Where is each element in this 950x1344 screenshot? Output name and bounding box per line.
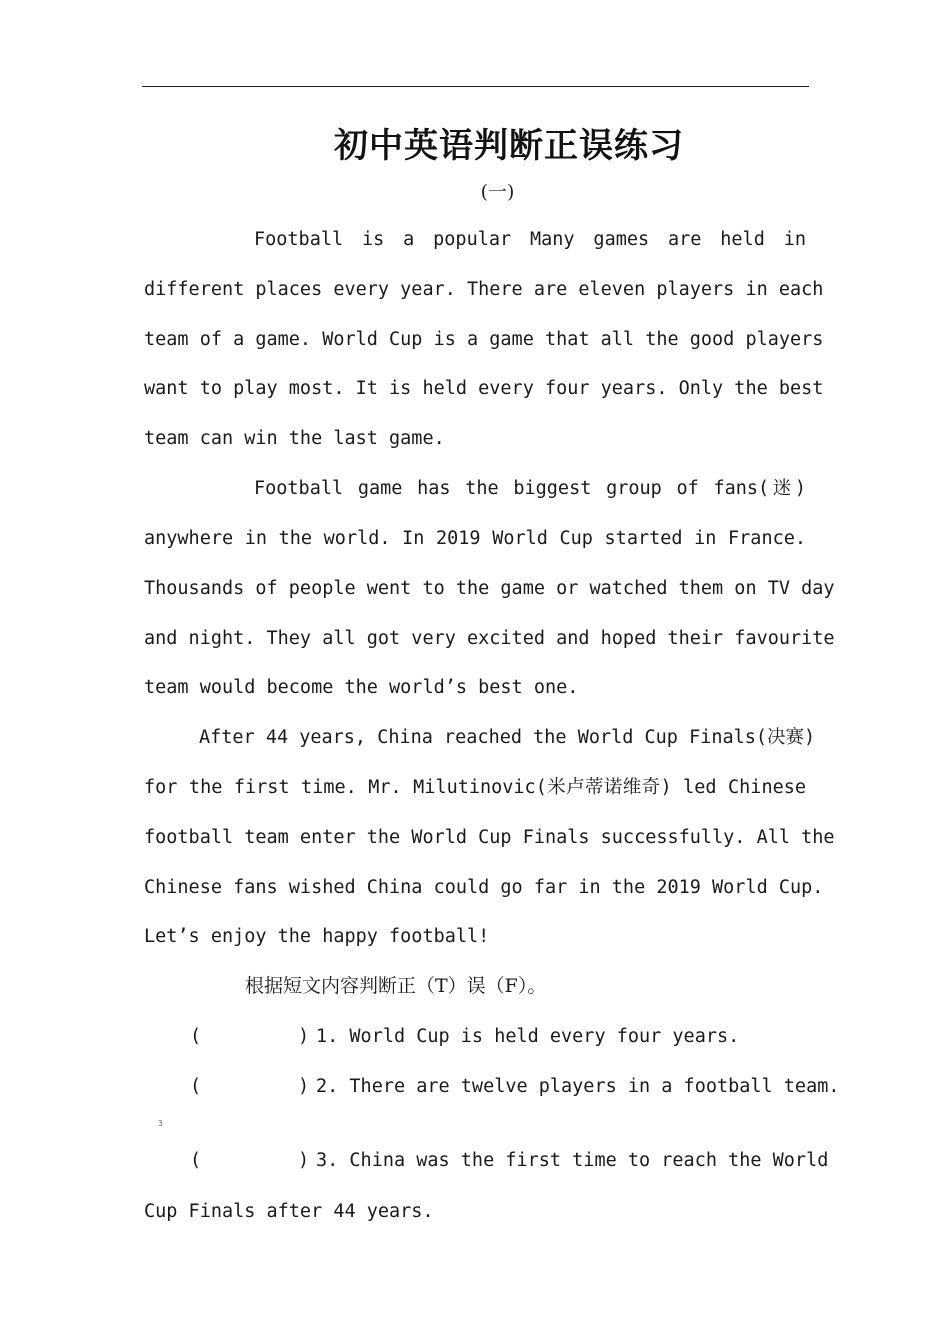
- question-continuation: Cup Finals after 44 years.: [144, 1201, 434, 1222]
- question-text: 2. There are twelve players in a football team.: [316, 1076, 840, 1097]
- stray-mark: 3: [158, 1119, 163, 1128]
- question-row: [190, 1148, 829, 1174]
- passage-line: Football game has the biggest group of fans(迷): [254, 478, 806, 499]
- passage-line: and night. They all got very excited and hoped their favourite: [144, 628, 835, 649]
- exercise-instruction: 根据短文内容判断正（T）误（F）。: [245, 975, 547, 997]
- passage-line: team would become the world’s best one.: [144, 677, 579, 698]
- answer-blank-open: (: [190, 1026, 202, 1047]
- answer-blank-open: (: [190, 1076, 202, 1097]
- passage-line: Let’s enjoy the happy football!: [144, 926, 490, 947]
- question-text: 3. China was the first time to reach the World: [316, 1150, 829, 1171]
- passage-line: for the first time. Mr. Milutinovic(米卢蒂诺维奇) led Chinese: [144, 777, 806, 798]
- header-rule: [142, 86, 809, 87]
- passage-line: football team enter the World Cup Finals successfully. All the: [144, 827, 835, 848]
- answer-blank-open: (: [190, 1150, 202, 1171]
- page-title: 初中英语判断正误练习: [334, 126, 684, 166]
- passage-line: After 44 years, China reached the World Cup Finals(决赛): [199, 727, 816, 748]
- passage-line: Chinese fans wished China could go far in the 2019 World Cup.: [144, 877, 824, 898]
- passage-line: want to play most. It is held every four years. Only the best: [144, 378, 824, 399]
- question-row: [190, 1024, 806, 1050]
- passage-line: team of a game. World Cup is a game that all the good players: [144, 329, 824, 350]
- section-number: (一): [480, 181, 515, 203]
- passage-line: team can win the last game.: [144, 428, 445, 449]
- question-row: [190, 1074, 840, 1100]
- answer-blank-close: ): [298, 1150, 310, 1171]
- passage-line: Thousands of people went to the game or watched them on TV day: [144, 578, 835, 599]
- question-text: 1. World Cup is held every four years.: [316, 1026, 740, 1047]
- passage-line: anywhere in the world. In 2019 World Cup started in France.: [144, 528, 806, 549]
- passage-line: different places every year. There are eleven players in each: [144, 279, 824, 300]
- answer-blank-close: ): [298, 1076, 310, 1097]
- passage-line: Football is a popular Many games are held in: [254, 229, 806, 250]
- answer-blank-close: ): [298, 1026, 310, 1047]
